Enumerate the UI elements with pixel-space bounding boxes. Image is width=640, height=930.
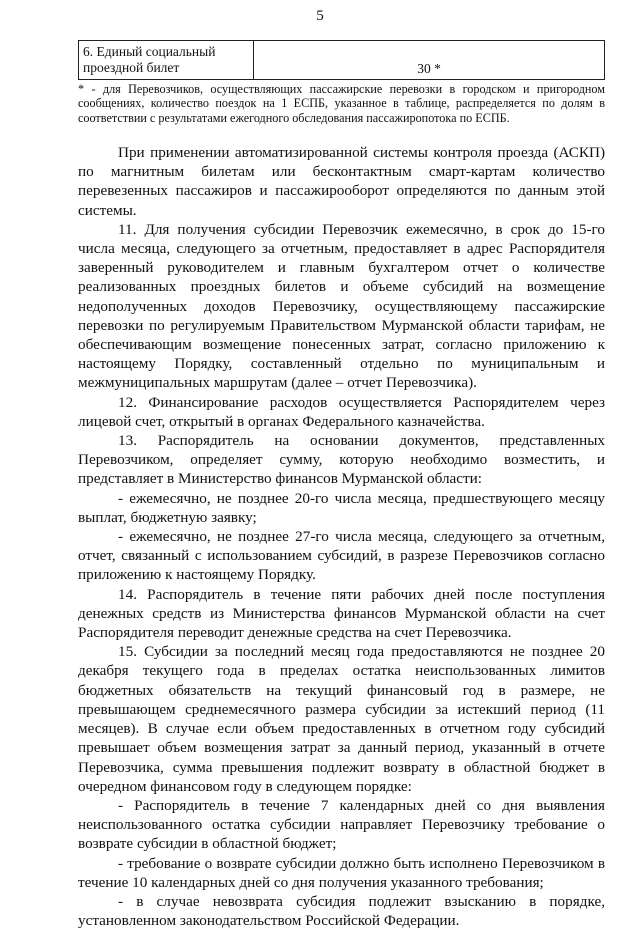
paragraph-15-item-3: - в случае невозврата субсидия подлежит взысканию в порядке, установленном законодательством Российской Федерации.: [78, 892, 605, 930]
paragraph-15-item-2: - требование о возврате субсидии должно быть исполнено Перевозчиком в течение 10 календарных дней со дня получения указанного требования;: [78, 854, 605, 891]
table-footnote: * - для Перевозчиков, осуществляющих пассажирские перевозки в городском и пригородном сообщениях, количество поездок на 1 ЕСПБ, указанное в таблице, распределяется по долям в соответствии с результатами ежегодного обследования пассажиропотока по ЕСПБ.: [78, 82, 605, 125]
paragraph-12: 12. Финансирование расходов осуществляется Распорядителем через лицевой счет, открытый в органах Федерального казначейства.: [78, 393, 605, 430]
trip-count-cell: 30 *: [254, 41, 605, 80]
paragraph-14: 14. Распорядитель в течение пяти рабочих дней после поступления денежных средств из Министерства финансов Мурманской области на счет Распорядителя переводит денежные средства на счет Перевозчика.: [78, 585, 605, 642]
document-body: [78, 143, 605, 930]
paragraph-13-item-2: - ежемесячно, не позднее 27-го числа месяца, следующего за отчетным, отчет, связанный с использованием субсидий, в разрезе Перевозчиков согласно приложению к настоящему Порядку.: [78, 528, 605, 584]
paragraph-15-item-1: - Распорядитель в течение 7 календарных дней со дня выявления неиспользованного остатка субсидии направляет Перевозчику требование о возврате субсидии в областной бюджет;: [78, 796, 605, 853]
paragraph-11: 11. Для получения субсидии Перевозчик ежемесячно, в срок до 15-го числа месяца, следующего за отчетным, предоставляет в адрес Распорядителя заверенный руководителем и главным бухгалтером отчет о количестве реализованных проездных билетов и объеме субсидий на возмещение недополученных доходов Перевозчику, осуществляющему пассажирские перевозки по регулируемым Правительством Мурманской области тарифам, не обеспечивающим возмещение понесенных затрат, согласно приложению к настоящему Порядку, составленный отдельно по муниципальным и межмуниципальных маршрутам (далее – отчет Перевозчика).: [78, 220, 605, 392]
ticket-type-cell: 6. Единый социальный проездной билет: [79, 41, 254, 80]
ticket-table: [78, 40, 605, 80]
paragraph-13: 13. Распорядитель на основании документов, представленных Перевозчиком, определяет сумму, которую необходимо возместить, и представляет в Министерство финансов Мурманской области:: [78, 432, 605, 488]
page-number: 5: [316, 8, 324, 24]
paragraph-13-item-1: - ежемесячно, не позднее 20-го числа месяца, предшествующего месяцу выплат, бюджетную заявку;: [78, 489, 605, 526]
table-row: [79, 41, 605, 80]
paragraph-askp: При применении автоматизированной системы контроля проезда (АСКП) по магнитным билетам или бесконтактным смарт-картам количество перевезенных пассажиров и пассажирооборот определяются по данным этой системы.: [78, 144, 605, 219]
paragraph-15: 15. Субсидии за последний месяц года предоставляются не позднее 20 декабря текущего года в пределах остатка неиспользованных лимитов бюджетных обязательств на текущий финансовый год в размере, не превышающем среднемесячного размера субсидии за истекший период (11 месяцев). В случае если объем предоставленных в отчетном году субсидий превышает объем возмещения затрат за данный период, указанный в отчете Перевозчика, сумма превышения подлежит возврату в областной бюджет в очередном финансовом году в следующем порядке:: [78, 643, 605, 795]
